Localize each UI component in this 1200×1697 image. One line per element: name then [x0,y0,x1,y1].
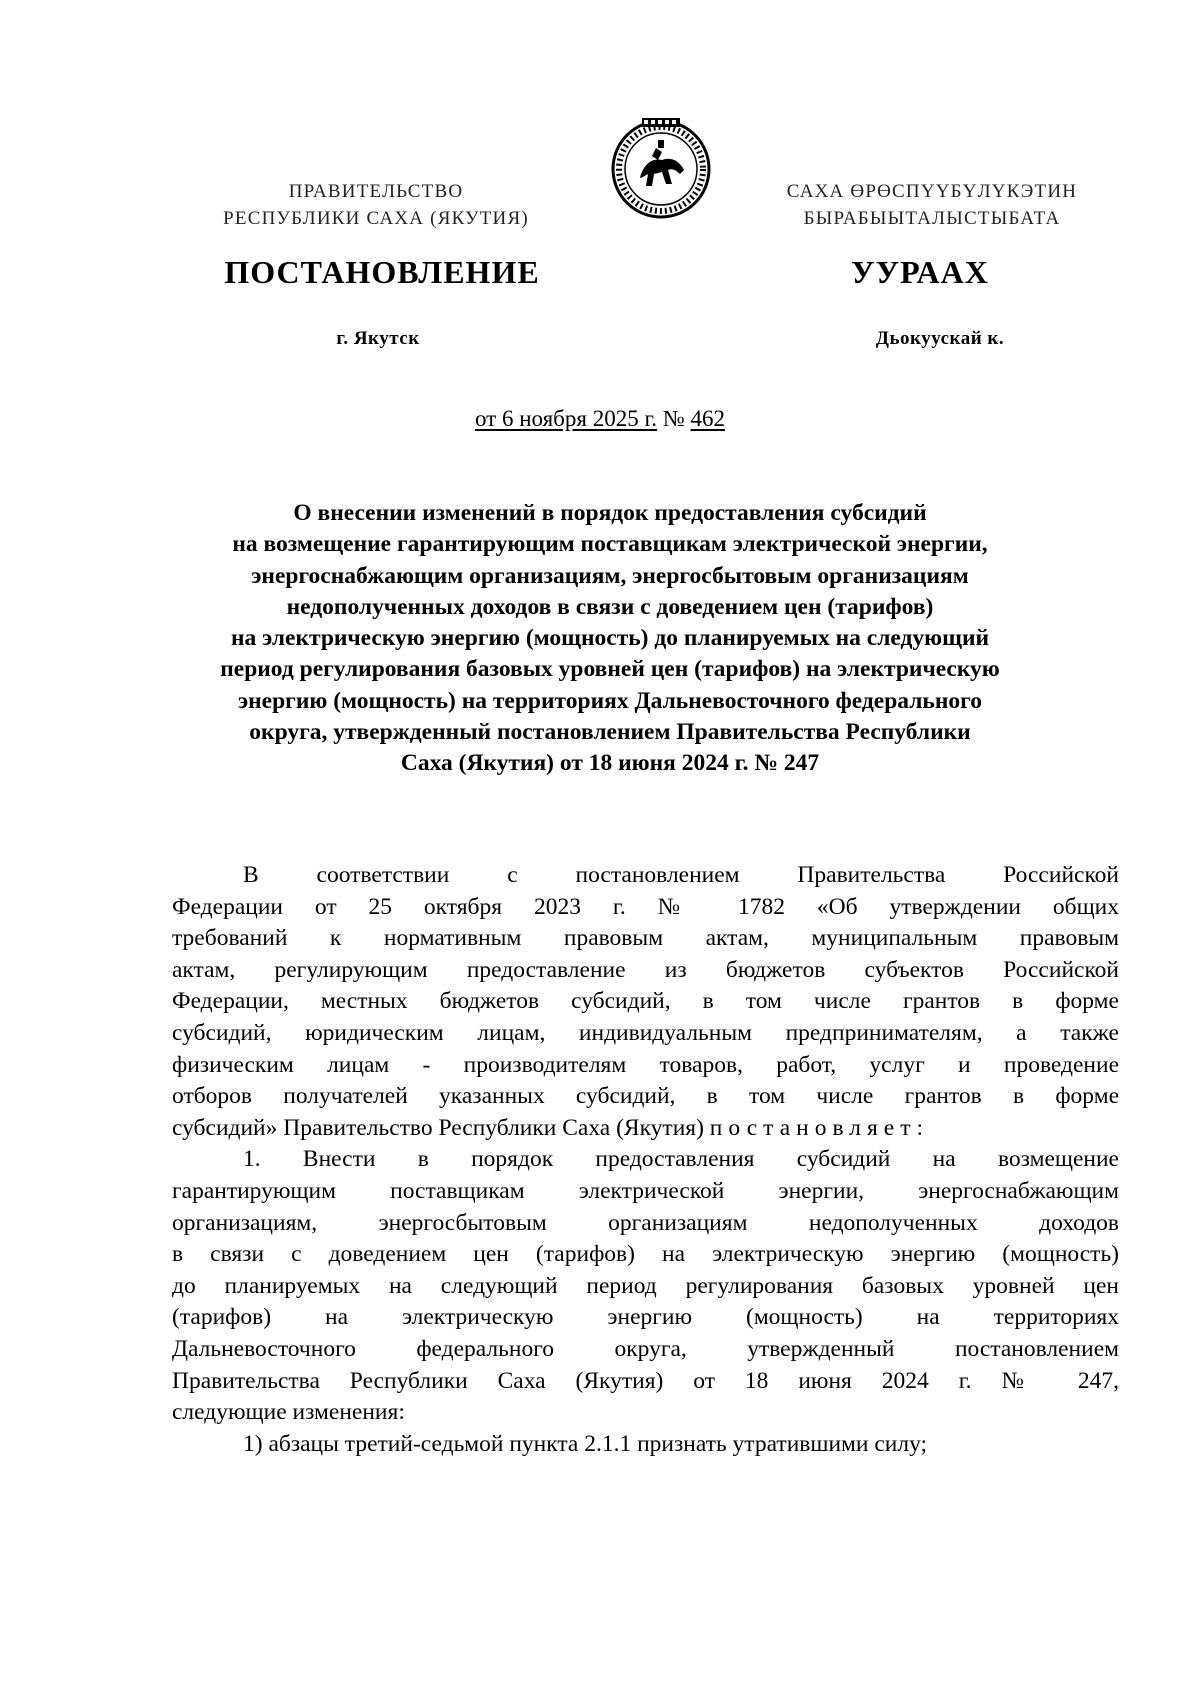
body-line: актам, регулирующим предоставление из бюджетов субъектов Российской [172,956,1119,983]
body-line: следующие изменения: [172,1399,405,1426]
operative-word: постановляет: [709,1114,930,1141]
document-date-number [0,406,1200,432]
body-line [172,1113,1119,1145]
body-line: организациям, энергосбытовым организациям недополученных доходов [172,1209,1119,1236]
body-line: в связи с доведением цен (тарифов) на электрическую энергию (мощность) [172,1241,1119,1268]
title-line: энергоснабжающим организациям, энергосбытовым организациям [251,562,969,589]
title-line: период регулирования базовых уровней цен (тарифов) на электрическую [220,656,1000,683]
document-date: от 6 ноября 2025 г. [474,406,658,431]
document-number: 462 [690,406,726,431]
title-line: О внесении изменений в порядок предоставления субсидий [293,500,927,526]
issuer-line: ПРАВИТЕЛЬСТВО [288,181,464,202]
body-line: Правительства Республики Саха (Якутия) от 18 июня 2024 г. № 247, [172,1367,1119,1394]
body-line: до планируемых на следующий период регулирования базовых уровней цен [172,1272,1119,1299]
document-type-sakha: УУРААХ [851,254,989,290]
body-line: физическим лицам - производителям товаров, работ, услуг и проведение [172,1051,1119,1078]
issuer-line: БЫРАБЫЫТАЛЫСТЫБАТА [803,208,1061,229]
title-line: на электрическую энергию (мощность) до планируемых на следующий [230,625,990,652]
body-line: Дальневосточного федерального округа, утвержденный постановлением [172,1335,1119,1362]
document-title [150,498,1070,780]
body-line: Федерации, местных бюджетов субсидий, в том числе грантов в форме [172,988,1119,1015]
title-line: энергию (мощность) на территориях Дальневосточного федерального [237,687,982,714]
issuer-name-russian [186,178,566,232]
body-text-segment: субсидий» Правительство Республики Саха (Якутия) [172,1114,704,1141]
title-line: округа, утвержденный постановлением Правительства Республики [249,719,971,746]
issuer-line: РЕСПУБЛИКИ САХА (ЯКУТИЯ) [223,208,529,229]
body-line: 1. Внести в порядок предоставления субсидий на возмещение [243,1146,1119,1173]
body-line: Федерации от 25 октября 2023 г. № 1782 «Об утверждении общих [172,893,1119,920]
issuer-line: САХА ӨРӨСПҮҮБҮЛҮКЭТИН [786,181,1078,202]
body-line: требований к нормативным правовым актам, муниципальным правовым [172,925,1119,952]
issuer-name-sakha [752,178,1112,232]
body-line: (тарифов) на электрическую энергию (мощность) на территориях [172,1304,1119,1331]
document-body [172,860,1119,1460]
title-line: недополученных доходов в связи с доведением цен (тарифов) [286,593,934,620]
coat-of-arms-icon [606,112,716,222]
number-sign: № [662,406,685,431]
city-russian: г. Якутск [336,328,420,349]
list-item: 1) абзацы третий-седьмой пункта 2.1.1 признать утратившими силу; [243,1430,928,1457]
title-line: Саха (Якутия) от 18 июня 2024 г. № 247 [400,750,820,777]
body-line: гарантирующим поставщикам электрической энергии, энергоснабжающим [172,1177,1119,1204]
body-line: субсидий, юридическим лицам, индивидуальным предпринимателям, а также [172,1019,1119,1046]
body-line: В соответствии с постановлением Правительства Российской [243,862,1119,888]
title-line: на возмещение гарантирующим поставщикам электрической энергии, [232,531,988,558]
document-type-russian: ПОСТАНОВЛЕНИЕ [224,254,540,290]
city-sakha: Дьокуускай к. [875,328,1005,349]
body-line: отборов получателей указанных субсидий, в том числе грантов в форме [172,1083,1119,1110]
